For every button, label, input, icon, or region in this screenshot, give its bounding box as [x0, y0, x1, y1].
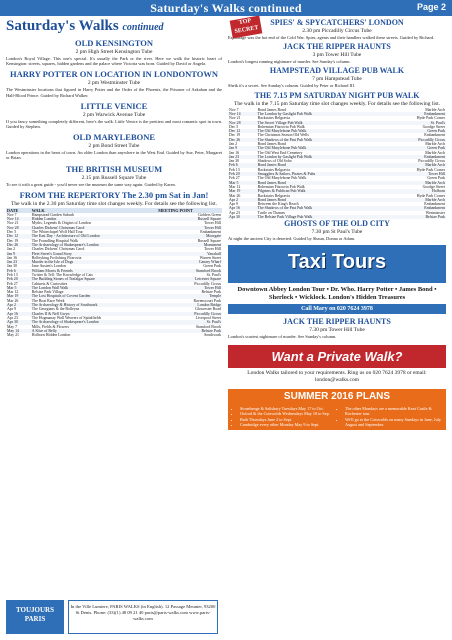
row-meeting: Goodge Street — [422, 124, 445, 129]
row-meeting: Marble Arch — [425, 141, 445, 146]
row-walk: Mills, Fields & Flowers — [31, 324, 69, 329]
row-meeting: Embankment — [424, 202, 445, 207]
row-date: Jan 2 — [7, 247, 16, 252]
toujours-paris-logo: TOUJOURS PARIS — [6, 600, 64, 634]
row-walk: Charles Dickens' Christmas Carol — [31, 226, 157, 230]
schedule-body — [6, 213, 222, 338]
row-meeting: Marble Arch — [425, 107, 445, 112]
walk-title: OLD KENSINGTON — [74, 38, 153, 48]
row-walk: Backstairs Belgravia — [257, 116, 290, 121]
row-date: Dec 5 — [7, 230, 17, 235]
table-row — [6, 333, 222, 337]
row-walk: The Shadows of the Past Pub Walk — [257, 206, 382, 210]
row-walk: The Boat Race Week — [31, 298, 65, 303]
row-meeting: Embankment — [424, 133, 445, 138]
row-meeting: Leicester Square — [157, 277, 222, 281]
row-meeting: Warren Street — [199, 255, 221, 260]
row-date: Jan 9 — [6, 252, 31, 256]
row-date: Jan 16 — [7, 255, 18, 260]
walk-body: If you fancy something completely different, here's the walk. Little Venice is the prettiest and most romantic spot in town. Guided by Stephen. — [6, 118, 222, 130]
row-walk: The Belsize Park Village Pub Walk — [257, 215, 382, 219]
walk-title: HARRY POTTER ON LOCATION IN LONDONTOWN — [9, 69, 219, 80]
row-date: Dec 19 — [229, 133, 241, 138]
row-meeting: Ravenscourt Park — [193, 298, 221, 303]
taxi-tours-title: Taxi Tours — [287, 250, 387, 273]
row-walk: The London Wall Walk — [31, 286, 157, 290]
row-date: Dec 26 — [228, 138, 257, 142]
taxi-tours-banner — [228, 245, 446, 283]
row-walk: The Whitechapel Wolf Hall Tour — [31, 230, 83, 235]
row-meeting: Green Park — [427, 176, 445, 181]
row-walk: The Georgians & the Bolleyns — [31, 307, 80, 312]
row-walk: The London by Gaslight Pub Walk — [257, 155, 382, 159]
row-walk: The Archaeology of Shakespeare's London — [31, 320, 157, 324]
row-date: Jan 23 — [228, 155, 257, 159]
row-walk: Turtle on Thames — [257, 210, 286, 215]
row-date: Dec 26 — [6, 243, 31, 247]
row-date: Jan 9 — [228, 146, 257, 150]
walk-body: London's scariest nightmare of murder. See Sunday's column. — [228, 333, 337, 339]
row-date: Mar 19 — [6, 294, 31, 298]
row-date: Apr 9 — [229, 202, 238, 207]
row-meeting: Green Park — [382, 146, 446, 150]
repertory-title: FROM THE REPERTORY The 2.30 pm Sat in Jan! — [19, 189, 209, 200]
header-banner — [0, 0, 452, 16]
row-walk: The Old Marylebone Pub Walk — [257, 146, 382, 150]
summer-list-right — [337, 406, 442, 428]
pub-schedule-body — [228, 108, 446, 220]
row-walk: Charles II & Nell Gwyn — [31, 312, 157, 316]
private-walk-banner: Want a Private Walk? — [228, 345, 446, 368]
row-date: Apr 16 — [6, 312, 31, 316]
walk-body: At night the ancient City is deserted. Guided by Shaun, Donna or Adam. — [228, 236, 356, 242]
row-date: Apr 9 — [7, 307, 16, 312]
list-item: • Stonehenge & Salisbury Tuesdays May 17 to Oct. — [240, 406, 337, 412]
row-walk: Holborn Hidden London — [31, 333, 71, 338]
row-walk: Backstairs Belgravia — [257, 193, 290, 198]
repertory-sub: The walk in the 2.30 pm Saturday time slot changes weekly. For details see the following list. — [10, 200, 217, 207]
row-meeting: Hyde Park Corner — [416, 116, 445, 121]
row-meeting: Golders Green — [198, 212, 221, 217]
walk-meeting: 2 pm High Street Kensington Tube — [75, 49, 153, 55]
paris-walks-ad: In the Ville Lumiere, PARIS WALKS (in English). 12 Passage Meunier, 93200 St Denis. Phone: (33)(1) 48 09 21 40 paris@paris-walks.com www.paris-walks.com — [68, 600, 218, 634]
row-meeting: Belsize Park — [157, 329, 222, 333]
walk-title: JACK THE RIPPER HAUNTS — [283, 42, 391, 52]
walk-title: SPIES' & SPYCATCHERS' LONDON — [270, 18, 404, 27]
row-walk: Bond James Bond — [257, 141, 286, 146]
list-item: • We'll go to the Cotswolds on many Sundays in June, July August and September. — [345, 417, 442, 428]
row-meeting: Hyde Park Corner — [416, 193, 445, 198]
row-meeting: Marble Arch — [382, 163, 446, 167]
row-date: Nov 28 — [6, 226, 31, 230]
schedule-table — [6, 208, 222, 338]
row-meeting: Temple — [157, 294, 222, 298]
row-walk: Murder in the Isle of Dogs — [31, 260, 157, 264]
left-column — [6, 18, 222, 337]
row-meeting: Stamford Brook — [195, 324, 221, 329]
row-date: Apr 2 — [228, 198, 257, 202]
list-item: • Cambridge every other Monday May 9 to Sept. — [240, 422, 337, 428]
walk-body: To see it with a great guide - you'd never see the museum the same way again. Guided by Karen. — [6, 181, 176, 187]
walk-body: The Westminster locations that figured in Harry Potter and the Order of the Phoenix, the Prisoner of Azkaban and the Half-Blood Prince. Guided by Richard Walker. — [6, 87, 222, 98]
row-date: Feb 27 — [229, 176, 240, 181]
row-date: Mar 12 — [229, 184, 241, 189]
row-walk: The Shadows of the Past Pub Walk — [257, 138, 382, 142]
row-meeting: Stamford Brook — [157, 269, 222, 273]
row-walk: The Foundling Hospital Walk — [31, 238, 78, 243]
row-date: Nov 7 — [7, 212, 17, 217]
row-date: Nov 21 — [229, 116, 241, 121]
row-date: Nov 14 — [228, 112, 257, 116]
row-meeting: Tower Hill — [382, 172, 446, 176]
row-meeting: Piccadilly Circus — [418, 159, 445, 164]
row-meeting: Goodge Street — [422, 184, 445, 189]
row-date: Nov 14 — [6, 217, 31, 221]
row-date: Apr 23 — [229, 210, 240, 215]
walk-title: LITTLE VENICE — [80, 100, 148, 111]
walk-title: JACK THE RIPPER HAUNTS — [283, 316, 391, 326]
row-walk: Twitter & Tell: The Knowledge of Cats — [31, 272, 93, 277]
row-walk: Myths, Legends & Origins of London — [31, 221, 91, 226]
row-meeting: Southwark — [204, 333, 221, 338]
private-walk-sub: London Walks tailored to your requirements. Ring us on 020 7624 3978 or email: london@walks.com — [247, 369, 427, 383]
row-date: Apr 23 — [7, 315, 18, 320]
row-date: Apr 30 — [228, 215, 257, 219]
row-date: Feb 20 — [228, 172, 257, 176]
row-date: Feb 13 — [229, 167, 240, 172]
row-meeting: Marble Arch — [382, 198, 446, 202]
row-meeting: Gloucester Road — [194, 307, 221, 312]
row-meeting: London Bridge — [157, 303, 222, 307]
row-meeting: Belsize Park — [382, 215, 446, 219]
row-walk: The Christmas Season Old Wells — [257, 133, 309, 138]
taxi-promo: Downtown Abbey London Tour • Dr. Who. Harry Potter • James Bond • Sherlock • Wicklock. London's Hidden Treasures — [237, 285, 437, 301]
row-walk: Bolleyking Frolicking Fitzrovia — [31, 255, 82, 260]
summer-plans-title: SUMMER 2016 PLANS — [228, 389, 446, 404]
walk-meeting: 2 pm Warwick Avenue Tube — [82, 111, 146, 118]
row-date: Mar 12 — [7, 290, 19, 295]
row-walk: Bohemian Fitzrovia Pub Walk — [257, 184, 305, 189]
row-walk: The London by Gaslight Pub Walk — [257, 112, 382, 116]
row-meeting: Tower Hill — [204, 221, 221, 226]
walk-body: Sheik it's a secret. See Sunday's column. Guided by Peter or Richard III. — [228, 83, 356, 89]
row-walk: Bond James Bond — [257, 181, 382, 185]
col-meeting: MEETING POINT — [157, 208, 222, 213]
walk-meeting: 7.30 pm St Paul's Tube — [311, 229, 363, 236]
walk-body: London's longest running nightmare of murder. See Sunday's column. — [228, 59, 351, 65]
row-walk: The Archaeology & History of Southwark — [31, 303, 157, 307]
row-walk: Bond James Bond — [257, 198, 382, 202]
row-walk: Charles Dickens' Christmas Carol — [31, 247, 85, 252]
row-date: Feb 20 — [6, 277, 31, 281]
list-item: • Bath Thursdays June 2 to Sept. — [240, 417, 337, 423]
page-number: Page 2 — [416, 2, 446, 12]
list-item: • The other Mondays are a memorable Kent Castle & Rochester tour. — [345, 406, 442, 417]
row-meeting: Westminster — [425, 210, 445, 215]
row-walk: Belsize Park Village — [31, 290, 64, 295]
walk-body: Espionage was the hot end of the Cold War. Spies, agents and their handlers walked these streets. Guided by Richard. — [228, 35, 435, 40]
row-walk: Between the King's Reach — [257, 202, 299, 207]
row-meeting: Embankment — [382, 206, 446, 210]
summer-list-left — [232, 406, 337, 428]
row-meeting: Tower Hill — [157, 226, 222, 230]
row-walk: The Lost Hospitals of Covent Garden — [31, 294, 157, 298]
row-meeting: Piccadilly Circus — [194, 281, 221, 286]
walk-title: GHOSTS OF THE OLD CITY — [284, 219, 390, 229]
row-meeting: St. Paul's — [157, 320, 222, 324]
row-meeting: Moorgate — [157, 234, 222, 238]
row-date: Feb 13 — [7, 272, 18, 277]
row-meeting: Tower Hill — [204, 247, 221, 252]
walk-meeting: 2.30 pm Piccadilly Circus Tube — [302, 28, 372, 34]
row-date: Dec 12 — [6, 234, 31, 238]
walk-meeting: 2 pm Bond Street Tube — [88, 143, 140, 150]
row-meeting: Tower Hill — [157, 286, 222, 290]
row-meeting: Embankment — [382, 155, 446, 159]
walk-meeting: The walk in the 7.15 pm Saturday time slot changes weekly. For details see the following list. — [233, 100, 440, 107]
row-walk: The Old West End Cemetery — [257, 150, 303, 155]
row-date: Dec 12 — [228, 129, 257, 133]
row-date: Nov 28 — [228, 121, 257, 125]
walk-title: HAMPSTEAD VILLAGE PUB WALK — [269, 66, 405, 76]
row-date: Dec 5 — [229, 124, 239, 129]
row-date: Nov 7 — [229, 107, 239, 112]
row-meeting: Marble Arch — [425, 150, 445, 155]
row-walk: Hampstead Garden Suburb — [31, 212, 74, 217]
row-meeting: Holborn — [382, 189, 446, 193]
row-date: Jan 16 — [229, 150, 240, 155]
row-meeting: Hyde Park Corner — [416, 167, 445, 172]
row-walk: Pilgrims & Publican Pub Walk — [257, 189, 382, 193]
row-date: May 7 — [7, 324, 18, 329]
row-walk: The East Day - Architecture of Old London — [31, 234, 157, 238]
row-date: Mar 5 — [228, 181, 257, 185]
walk-title: OLD MARYLEBONE — [72, 132, 156, 143]
row-meeting: Embankment — [382, 112, 446, 116]
row-walk: Smugglers & Sailors, Pirates & Pubs — [257, 172, 382, 176]
row-walk: A Slice of Belly — [31, 329, 157, 333]
row-walk: The Hogmanay Wall Weavers of Spitalfields — [31, 315, 102, 320]
row-walk: Bond James Bond — [257, 107, 286, 112]
row-date: May 21 — [7, 333, 19, 338]
walk-body: London's Royal Village. This one's special. It's usually the Park or the river. Here we walk the historic heart of Kensington: streets, squares, hidden gardens and the palace where Victoria was born. Guided by David or Angela. — [6, 56, 222, 67]
row-meeting: Canary Wharf — [157, 260, 222, 264]
walk-title: THE 7.15 PM SATURDAY NIGHT PUB WALK — [254, 90, 420, 100]
row-walk: The Secret Village Pub Walk — [257, 121, 382, 125]
row-meeting: Piccadilly Circus — [157, 312, 222, 316]
walk-body: London operations in the heart of town. An older London than anywhere in the West End. Guided by Sue, Peter, Margaret or Brian. — [6, 150, 222, 161]
row-meeting: St. Paul's — [382, 121, 446, 125]
row-walk: The Old Marylebone Pub Walk — [257, 129, 382, 133]
row-walk: Shadows of Old Soho — [257, 159, 292, 164]
row-walk: Backstairs Belgravia — [257, 167, 290, 172]
walk-title: THE BRITISH MUSEUM — [65, 163, 163, 174]
summer-plans-list — [228, 404, 446, 430]
row-meeting: Green Park — [382, 129, 446, 133]
row-date: Feb 6 — [6, 269, 31, 273]
row-walk: The Archaeology of Shakespeare's London — [31, 243, 157, 247]
row-date: Feb 6 — [228, 163, 257, 167]
row-date: Jan 30 — [7, 264, 18, 269]
row-date: Apr 2 — [6, 303, 31, 307]
row-walk: The Old Marylebone Pub Walk — [257, 176, 307, 181]
row-walk: Fleet Street's Grand Story — [31, 252, 157, 256]
col-date: DATE — [6, 208, 31, 213]
row-meeting: Russell Square — [197, 238, 221, 243]
walk-meeting: 3 pm Tower Hill Tube — [312, 52, 362, 59]
row-meeting: Russell Square — [157, 217, 222, 221]
row-meeting: St. Paul's — [206, 272, 221, 277]
walk-meeting: 7.30 pm Tower Hill Tube — [309, 326, 365, 333]
pub-schedule-table — [228, 108, 446, 220]
row-date: Mar 26 — [229, 193, 241, 198]
row-walk: Cabinets & Curiosities — [31, 281, 68, 286]
row-date: Jan 2 — [229, 141, 238, 146]
row-walk: Jane Austen's London — [31, 264, 66, 269]
row-meeting: Liverpool Street — [195, 315, 221, 320]
row-date: Feb 27 — [7, 281, 18, 286]
row-date: Apr 16 — [228, 206, 257, 210]
row-walk: The Building Stones of Trafalgar Square — [31, 277, 157, 281]
row-meeting: Vauxhall — [157, 252, 222, 256]
row-meeting: Marble Arch — [382, 181, 446, 185]
row-date: May 14 — [6, 329, 31, 333]
list-item: • Oxford & the Cotswolds Wednesdays May 18 to Sep. — [240, 411, 337, 417]
row-date: Jan 30 — [229, 159, 240, 164]
walk-meeting: 7 pm Hampstead Tube — [312, 76, 362, 83]
row-meeting: Embankment — [200, 230, 221, 235]
row-meeting: Green Park — [203, 264, 221, 269]
top-secret-stamp: TOP SECRET — [230, 16, 263, 39]
row-date: Apr 30 — [6, 320, 31, 324]
row-date: Mar 5 — [6, 286, 31, 290]
walk-meeting: 2.15 pm Russell Square Tube — [81, 174, 147, 181]
row-walk: Bohemian Fitzrovia Pub Walk — [257, 124, 305, 129]
walk-meeting: 2 pm Westminster Tube — [87, 80, 141, 87]
row-date: Nov 21 — [7, 221, 19, 226]
row-date: Mar 26 — [7, 298, 19, 303]
row-walk: Bond James Bond — [257, 163, 382, 167]
section-heading: Saturday's Walks continued — [6, 18, 164, 34]
call-line: Call Mary on 020 7624 3978 — [228, 304, 446, 314]
row-date: Jan 23 — [6, 260, 31, 264]
row-meeting: Monument — [157, 243, 222, 247]
row-date: Mar 19 — [228, 189, 257, 193]
banner-title: Saturday's Walks continued — [150, 1, 302, 15]
right-column — [228, 18, 446, 430]
row-meeting: Belsize Park — [201, 290, 221, 295]
row-walk: William Morris & Friends — [31, 269, 157, 273]
col-walk: WALK — [31, 208, 157, 213]
row-walk: Hidden London — [31, 217, 157, 221]
row-date: Dec 19 — [7, 238, 19, 243]
row-meeting: Piccadilly Circus — [382, 138, 446, 142]
